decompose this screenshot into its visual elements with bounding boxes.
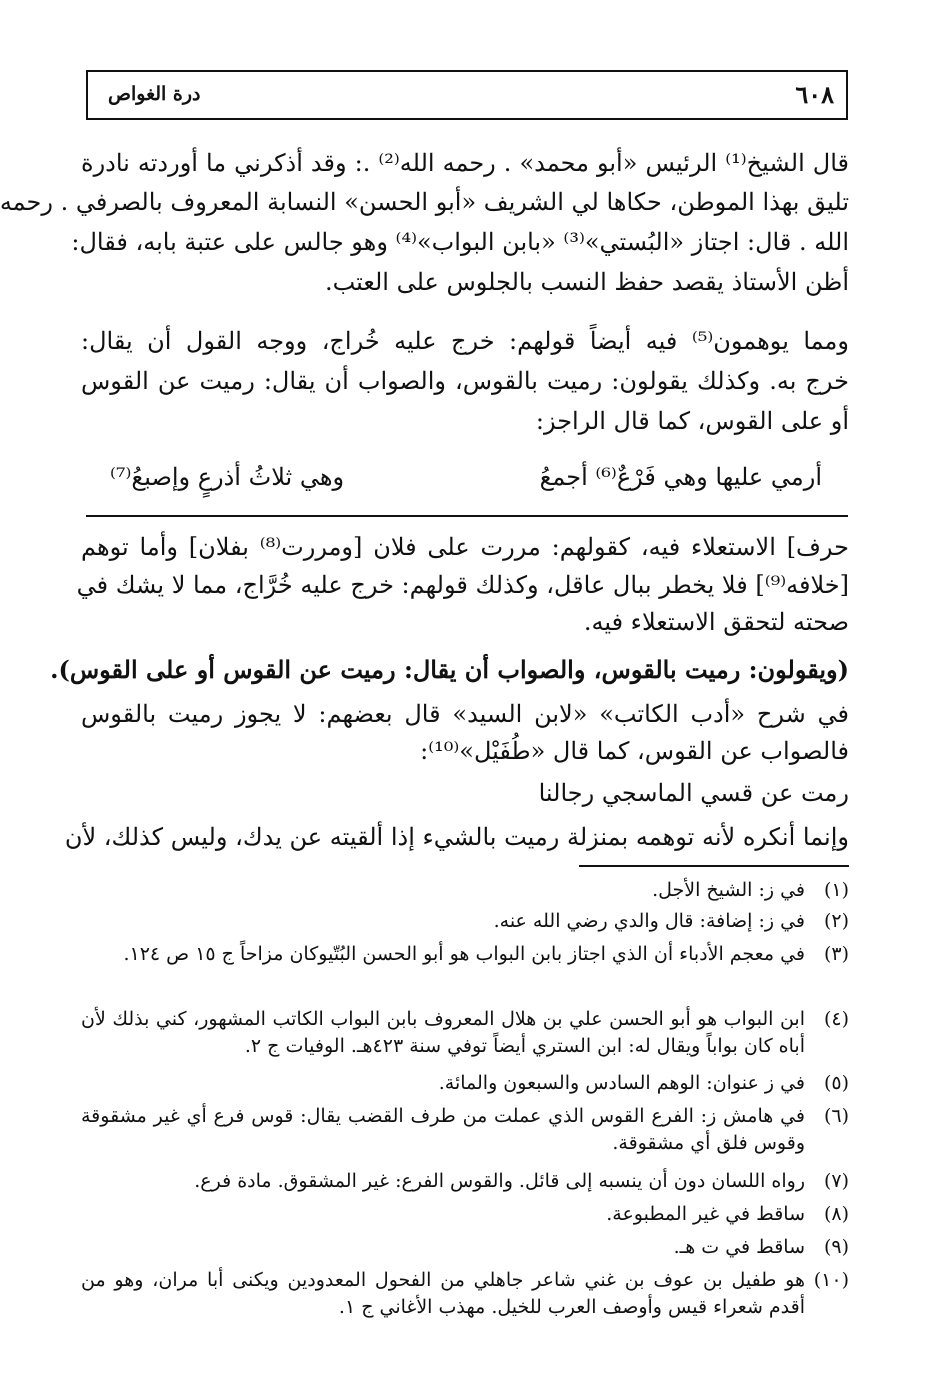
body-line: ومما يوهمون⁽⁵⁾ فيه أيضاً قولهم: خرج عليه خُراج، ووجه القول أن يقال: — [81, 327, 849, 355]
footnote — [81, 941, 849, 968]
body-line: أظن الأستاذ يقصد حفظ النسب بالجلوس على العتب. — [324, 268, 849, 296]
footnote — [81, 1103, 849, 1157]
body-line: قال الشيخ⁽¹⁾ الرئيس «أبو محمد» . رحمه الله⁽²⁾ .: وقد أذكرني ما أوردته نادرة — [81, 149, 850, 177]
footnote-number: (٣) — [823, 943, 849, 965]
footnote-number: (٨) — [823, 1203, 849, 1225]
body-line: خرج به. وكذلك يقولون: رميت بالقوس، والصواب أن يقال: رميت عن القوس — [81, 367, 850, 395]
body-line: الله . قال: اجتاز «البُستي»⁽³⁾ «بابن البواب»⁽⁴⁾ وهو جالس على عتبة بابه، فقال: — [71, 228, 849, 256]
body-line: أو على القوس، كما قال الراجز: — [535, 407, 849, 435]
entry-heading: (ويقولون: رميت بالقوس، والصواب أن يقال: رميت عن القوس أو على القوس). — [50, 655, 849, 684]
footnote-text: ابن البواب هو أبو الحسن علي بن هلال المعروف بابن البواب الكاتب المشهور، كني بذلك لأن أباه كان بواباً ويقال له: ابن الستري أيضاً توفي سنة ٤٢٣هـ. الوفيات ج ٢. — [81, 1008, 805, 1057]
footnote-number: (١٠) — [813, 1269, 849, 1291]
footnote-number: (١) — [823, 879, 849, 901]
verse-quote: رمت عن قسي الماسجي رجالنا — [538, 779, 849, 807]
footnote-number: (٤) — [823, 1008, 849, 1030]
body-line: في شرح «أدب الكاتب» «لابن السيد» قال بعضهم: لا يجوز رميت بالقوس — [81, 700, 849, 728]
footnote-text: ساقط في غير المطبوعة. — [606, 1203, 805, 1225]
body-line: صحته لتحقق الاستعلاء فيه. — [583, 608, 849, 636]
section-divider — [86, 515, 848, 517]
footnote-number: (٧) — [823, 1170, 849, 1192]
footnote-number: (٢) — [823, 910, 849, 932]
footnote-text: رواه اللسان دون أن ينسبه إلى قائل. والقوس الفرع: غير المشقوق. مادة فرع. — [194, 1170, 805, 1192]
footnote — [81, 1201, 849, 1228]
body-line: وإنما أنكره لأنه توهمه بمنزلة رميت بالشيء إذا ألقيته عن يدك، وليس كذلك، لأن — [64, 823, 849, 851]
footnote — [81, 877, 849, 904]
footnote — [81, 1006, 849, 1060]
footnote-text: في ز: الشيخ الأجل. — [652, 879, 805, 901]
footnote-number: (٩) — [823, 1236, 849, 1258]
verse-second-hemistich: وهي ثلاثُ أذرعٍ وإصبعُ⁽⁷⁾ — [110, 463, 345, 491]
body-line: حرف] الاستعلاء فيه، كقولهم: مررت على فلان [ومررت⁽⁸⁾ بفلان] وأما توهم — [81, 533, 850, 561]
footnote-separator — [579, 865, 849, 867]
footnote — [81, 1267, 849, 1321]
running-header — [86, 70, 848, 120]
footnote — [81, 1070, 849, 1097]
footnote-text: في ز: إضافة: قال والدي رضي الله عنه. — [493, 910, 805, 932]
verse-first-hemistich: أرمي عليها وهي فَرْعٌ⁽⁶⁾ أجمعُ — [539, 463, 822, 491]
body-line: فالصواب عن القوس، كما قال «طُفَيْل»⁽¹⁰⁾: — [420, 737, 849, 765]
footnote-text: في ز عنوان: الوهم السادس والسبعون والمائة. — [438, 1072, 805, 1094]
page-number: ٦٠٨ — [795, 80, 834, 109]
footnote — [81, 1234, 849, 1261]
verse — [110, 463, 822, 491]
footnote-text: في هامش ز: الفرع القوس الذي عملت من طرف القضب يقال: قوس فرع أي غير مشقوقة وقوس فلق أي مشقوقة. — [81, 1105, 805, 1154]
body-line: [خلافه⁽⁹⁾] فلا يخطر ببال عاقل، وكذلك قولهم: خرج عليه خُرَّاج، مما لا يشك في — [76, 571, 849, 599]
body-line: تليق بهذا الموطن، حكاها لي الشريف «أبو الحسن» النسابة المعروف بالصرفي . رحمه — [0, 188, 849, 216]
footnote-text: ساقط في ت هـ. — [673, 1236, 805, 1258]
footnote — [81, 908, 849, 935]
footnote-text: هو طفيل بن عوف بن غني شاعر جاهلي من الفحول المعدودين ويكنى أبا مران، وهو من أقدم شعراء قيس وأوصف العرب للخيل. مهذب الأغاني ج ١. — [81, 1269, 805, 1318]
running-title: درة الغواص — [108, 83, 201, 105]
footnote-text: في معجم الأدباء أن الذي اجتاز بابن البواب هو أبو الحسن البُتّيوكان مزاحاً ج ١٥ ص ١٢٤. — [123, 943, 805, 965]
footnote — [81, 1168, 849, 1195]
footnote-number: (٥) — [823, 1072, 849, 1094]
footnote-number: (٦) — [823, 1105, 849, 1127]
